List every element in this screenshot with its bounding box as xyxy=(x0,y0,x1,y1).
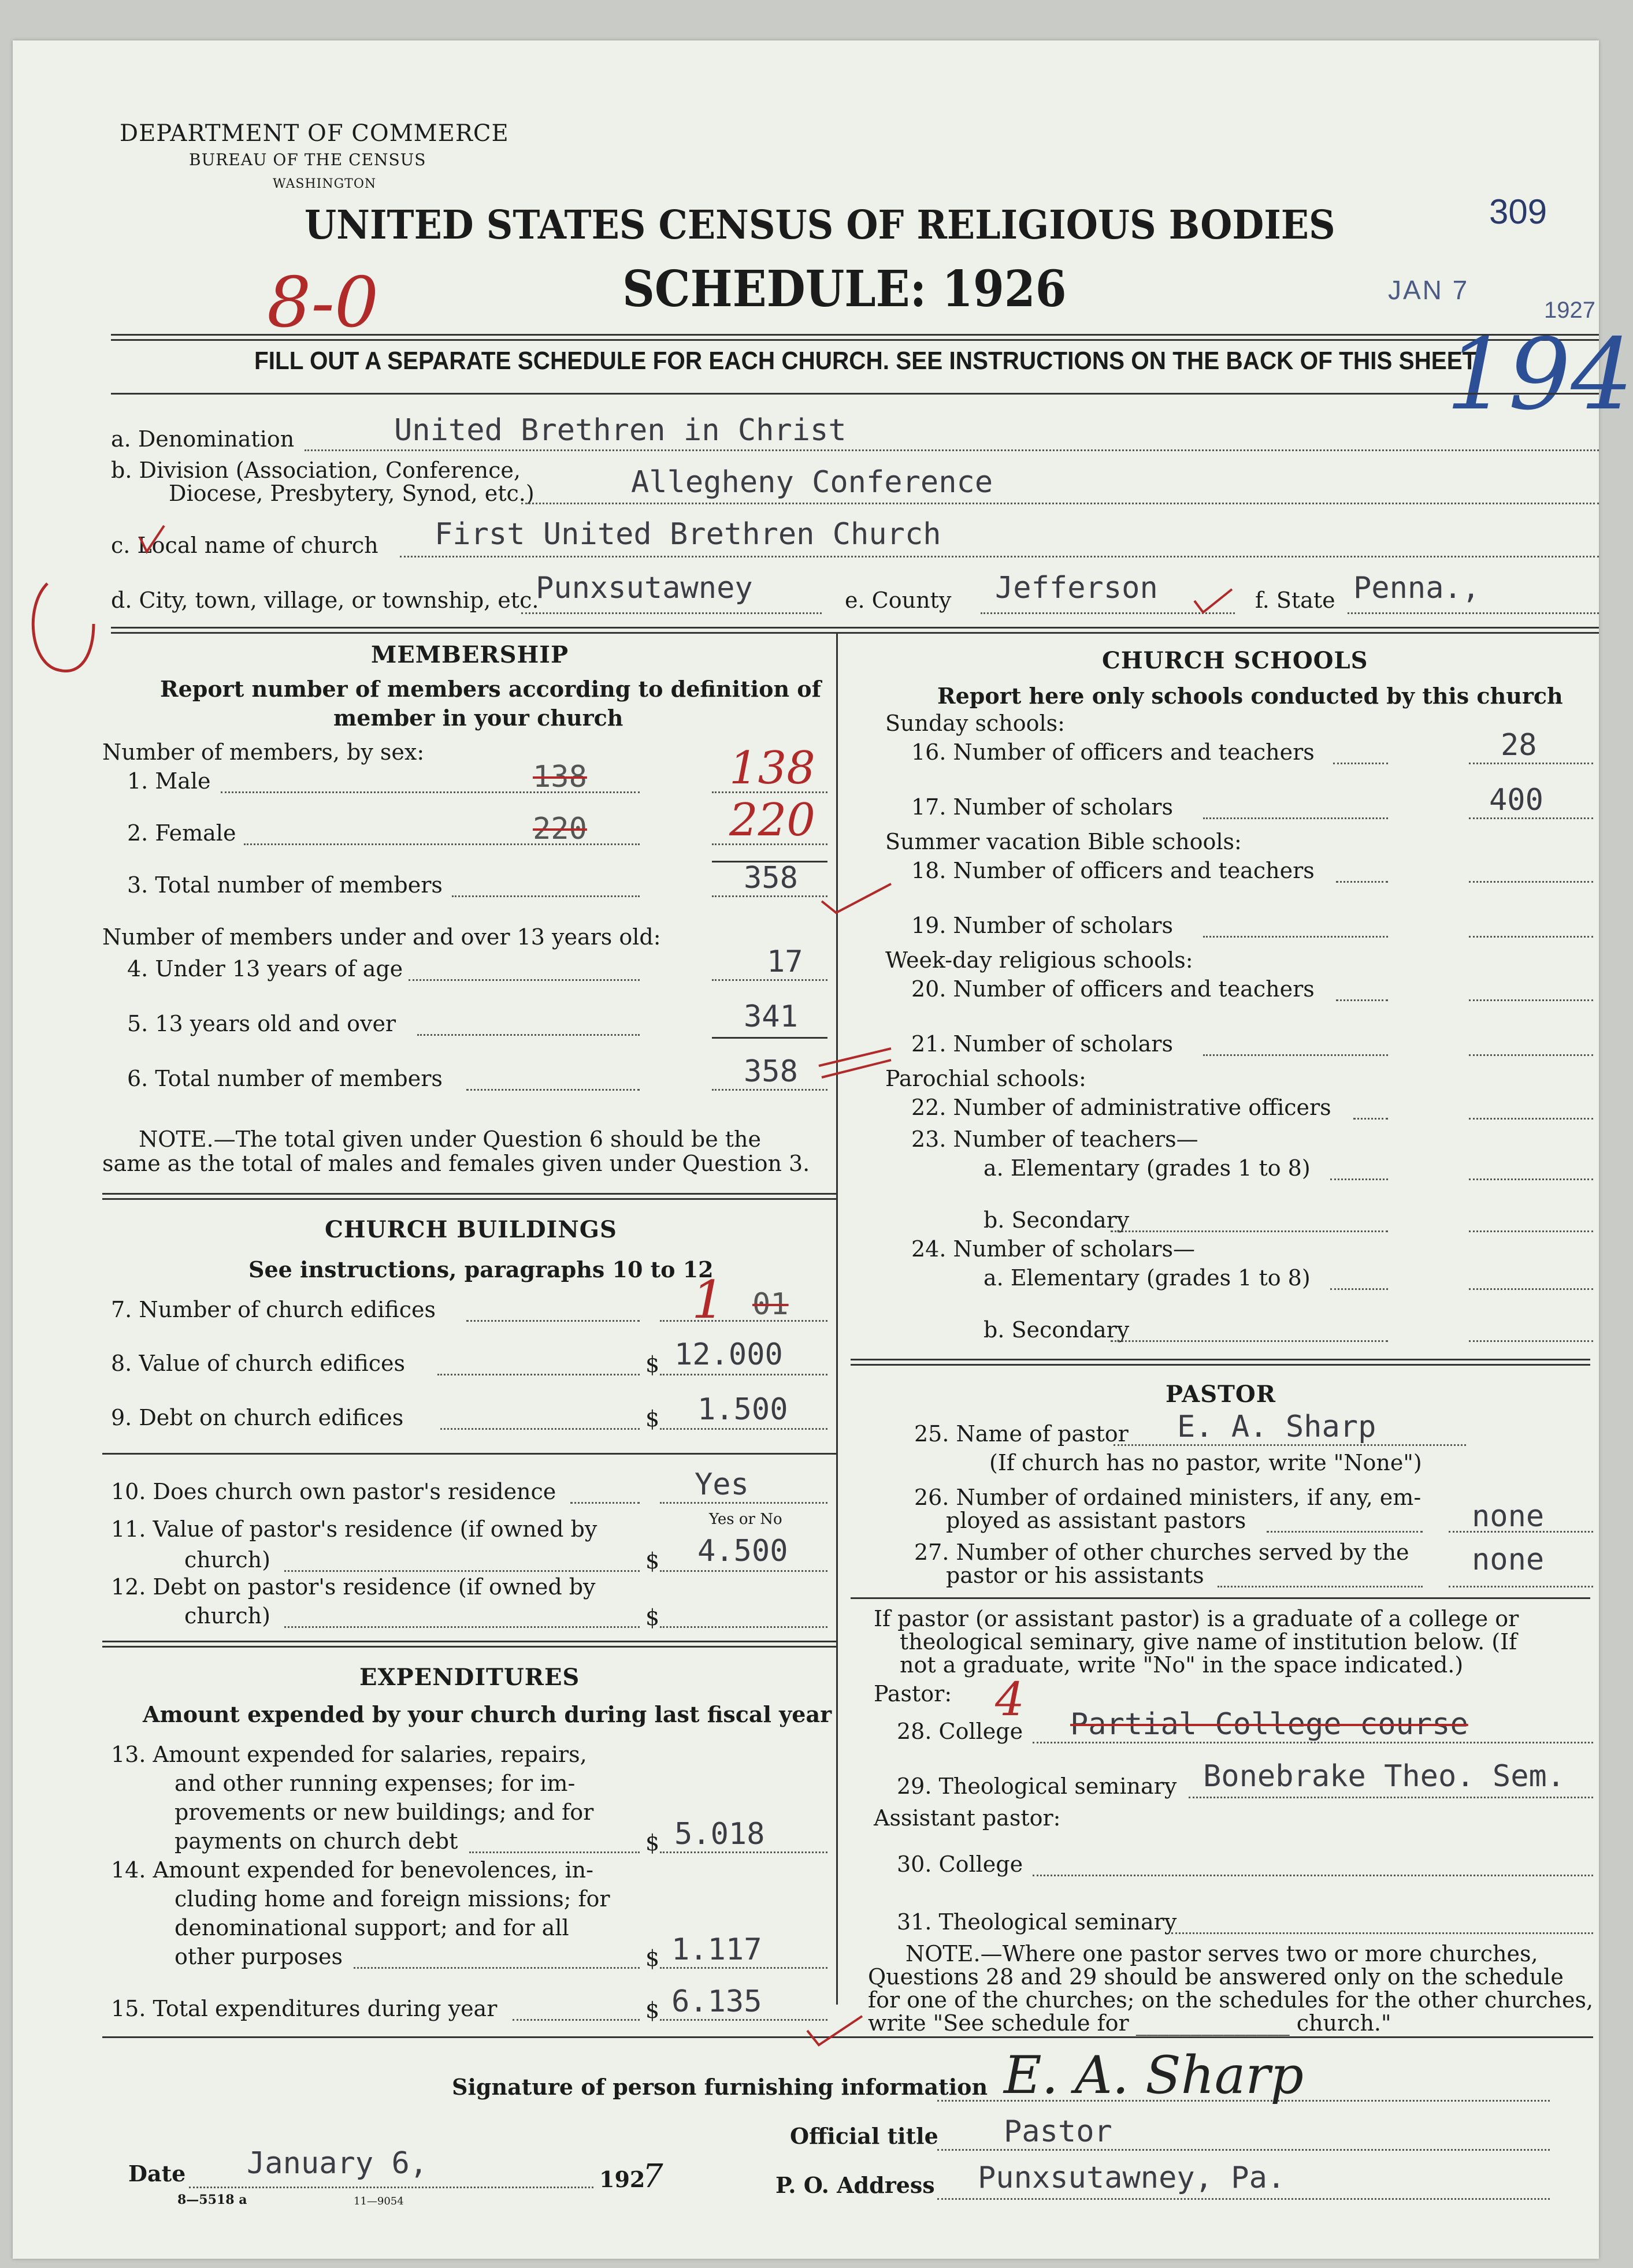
13-and-over-label: 5. 13 years old and over xyxy=(127,1011,396,1036)
parochial-officers-label: 22. Number of administrative officers xyxy=(911,1095,1331,1120)
schools-heading: CHURCH SCHOOLS xyxy=(1102,647,1368,674)
print-number: 11—9054 xyxy=(354,2195,404,2207)
pastor-seminary-label: 29. Theological seminary xyxy=(897,1773,1177,1799)
sunday-schools-label: Sunday schools: xyxy=(885,711,1065,736)
edifice-value[interactable]: 12.000 xyxy=(674,1337,783,1372)
local-name-label: c. Local name of church xyxy=(111,533,378,558)
membership-note-1: NOTE.—The total given under Question 6 should be the xyxy=(139,1126,761,1152)
blue-handwritten-number: 194 xyxy=(1446,318,1633,432)
sunday-officers-value[interactable]: 28 xyxy=(1501,728,1537,763)
edifices-typed-value: 01 xyxy=(752,1287,789,1322)
sunday-scholars-label: 17. Number of scholars xyxy=(911,794,1173,820)
denomination-value[interactable]: United Brethren in Christ xyxy=(394,413,847,448)
sunday-officers-label: 16. Number of officers and teachers xyxy=(911,739,1315,765)
received-stamp-date: JAN 7 xyxy=(1388,275,1469,305)
total-members-label: 3. Total number of members xyxy=(127,872,443,898)
scholars-secondary-label: b. Secondary xyxy=(983,1317,1130,1343)
parochial-scholars-label: 24. Number of scholars— xyxy=(911,1236,1195,1262)
city-value[interactable]: Punxsutawney xyxy=(536,571,753,605)
local-name-value[interactable]: First United Brethren Church xyxy=(435,517,941,552)
edifices-label: 7. Number of church edifices xyxy=(111,1297,436,1322)
stamp-number: 309 xyxy=(1489,192,1547,231)
other-churches-value[interactable]: none xyxy=(1472,1542,1545,1577)
benevolences-label: 14. Amount expended for benevolences, in- xyxy=(111,1857,593,1883)
membership-sub-1: Report number of members according to definition of xyxy=(160,676,821,702)
fill-out-instructions: FILL OUT A SEPARATE SCHEDULE FOR EACH CHURCH. SEE INSTRUCTIONS ON THE BACK OF THIS SHEET xyxy=(254,347,1477,375)
year-prefix: 192 xyxy=(599,2166,645,2192)
year-hand[interactable]: 7 xyxy=(643,2158,663,2195)
annotation-marks xyxy=(13,40,1599,2259)
pastor-college-value[interactable]: Partial College course xyxy=(1070,1707,1468,1742)
county-label: e. County xyxy=(845,588,952,613)
state-label: f. State xyxy=(1255,588,1335,613)
pastor-seminary-value[interactable]: Bonebrake Theo. Sem. xyxy=(1203,1759,1565,1794)
teachers-secondary-label: b. Secondary xyxy=(983,1207,1130,1233)
handwritten-code: 8-0 xyxy=(267,263,379,343)
graduate-instructions-1: If pastor (or assistant pastor) is a graduate of a college or xyxy=(874,1606,1519,1631)
owns-residence-value[interactable]: Yes xyxy=(695,1467,749,1502)
received-stamp-year: 1927 xyxy=(1544,298,1595,323)
members-by-sex-label: Number of members, by sex: xyxy=(102,739,425,765)
edifices-value[interactable]: 1 xyxy=(692,1270,725,1330)
13-and-over-value[interactable]: 341 xyxy=(744,999,798,1034)
check-total-age xyxy=(819,1049,891,1077)
members-by-age-label: Number of members under and over 13 years old: xyxy=(102,924,661,950)
buildings-heading: CHURCH BUILDINGS xyxy=(325,1216,617,1243)
assistant-education-label: Assistant pastor: xyxy=(874,1805,1061,1831)
membership-note-2: same as the total of males and females given under Question 3. xyxy=(102,1151,810,1176)
division-label: b. Division (Association, Conference, xyxy=(111,458,521,483)
membership-sub-2: member in your church xyxy=(333,705,623,731)
weekday-officers-label: 20. Number of officers and teachers xyxy=(911,976,1315,1002)
sunday-scholars-value[interactable]: 400 xyxy=(1489,783,1543,817)
state-value[interactable]: Penna., xyxy=(1353,571,1480,605)
total-members-value[interactable]: 358 xyxy=(744,861,798,895)
total-expenditures-label: 15. Total expenditures during year xyxy=(111,1996,498,2021)
parochial-teachers-label: 23. Number of teachers— xyxy=(911,1126,1198,1152)
check-county xyxy=(1194,589,1232,612)
check-expenditures xyxy=(807,2016,862,2045)
department-name: DEPARTMENT OF COMMERCE xyxy=(120,120,509,147)
assistant-college-label: 30. College xyxy=(897,1851,1023,1877)
college-hand-mark: 4 xyxy=(995,1672,1025,1726)
pastor-note-1: NOTE.—Where one pastor serves two or more churches, xyxy=(905,1941,1538,1966)
buildings-sub: See instructions, paragraphs 10 to 12 xyxy=(248,1256,714,1282)
bureau-name: BUREAU OF THE CENSUS xyxy=(189,150,426,169)
signature-label: Signature of person furnishing information xyxy=(452,2074,988,2100)
residence-debt-label: 12. Debt on pastor's residence (if owned by xyxy=(111,1574,596,1600)
male-typed-value: 138 xyxy=(533,760,587,794)
under-13-label: 4. Under 13 years of age xyxy=(127,956,403,981)
assistant-ministers-value[interactable]: none xyxy=(1472,1499,1545,1534)
edifice-value-label: 8. Value of church edifices xyxy=(111,1351,405,1376)
red-u-mark xyxy=(33,583,94,671)
form-title: UNITED STATES CENSUS OF RELIGIOUS BODIES xyxy=(305,202,1335,248)
residence-value-label-2: church) xyxy=(184,1547,270,1572)
pastor-name-label: 25. Name of pastor xyxy=(914,1421,1129,1447)
membership-heading: MEMBERSHIP xyxy=(371,641,569,668)
form-number: 8—5518 a xyxy=(177,2192,247,2207)
pastor-education-label: Pastor: xyxy=(874,1681,952,1706)
po-address-label: P. O. Address xyxy=(775,2172,935,2198)
official-title-value[interactable]: Pastor xyxy=(1004,2114,1112,2149)
total-expenditures-value[interactable]: 6.135 xyxy=(671,1984,762,2019)
total-members-age-label: 6. Total number of members xyxy=(127,1066,443,1091)
pastor-name-value[interactable]: E. A. Sharp xyxy=(1177,1410,1376,1444)
summer-officers-label: 18. Number of officers and teachers xyxy=(911,858,1315,883)
bureau-city: WASHINGTON xyxy=(273,177,377,191)
expenditures-heading: EXPENDITURES xyxy=(359,1664,580,1691)
running-expenses-label: 13. Amount expended for salaries, repairs, xyxy=(111,1742,587,1767)
official-title-label: Official title xyxy=(790,2123,938,2149)
weekday-schools-label: Week-day religious schools: xyxy=(885,947,1193,973)
schools-sub: Report here only schools conducted by this church xyxy=(937,683,1563,709)
teachers-elementary-label: a. Elementary (grades 1 to 8) xyxy=(983,1155,1311,1181)
running-expenses-value[interactable]: 5.018 xyxy=(674,1817,765,1851)
summer-schools-label: Summer vacation Bible schools: xyxy=(885,829,1242,854)
assistant-seminary-label: 31. Theological seminary xyxy=(897,1909,1177,1935)
total-members-age-value[interactable]: 358 xyxy=(744,1054,798,1089)
pastor-heading: PASTOR xyxy=(1166,1381,1276,1408)
check-total-members xyxy=(822,884,891,913)
under-13-value[interactable]: 17 xyxy=(767,945,803,979)
benevolences-value[interactable]: 1.117 xyxy=(671,1932,762,1967)
pastor-college-label: 28. College xyxy=(897,1719,1023,1744)
check-local-name xyxy=(140,526,164,552)
city-label: d. City, town, village, or township, etc. xyxy=(111,588,539,613)
county-value[interactable]: Jefferson xyxy=(995,571,1158,605)
denomination-label: a. Denomination xyxy=(111,426,295,452)
weekday-scholars-label: 21. Number of scholars xyxy=(911,1031,1173,1057)
edifice-debt-label: 9. Debt on church edifices xyxy=(111,1405,404,1430)
summer-scholars-label: 19. Number of scholars xyxy=(911,913,1173,938)
date-label: Date xyxy=(128,2161,186,2187)
assistant-ministers-label: 26. Number of ordained ministers, if any, em- xyxy=(914,1485,1422,1510)
male-value[interactable]: 138 xyxy=(729,742,815,794)
other-churches-label: 27. Number of other churches served by the xyxy=(914,1540,1409,1565)
po-address-value[interactable]: Punxsutawney, Pa. xyxy=(978,2161,1286,2195)
signature-value[interactable]: E. A. Sharp xyxy=(1004,2045,1304,2106)
census-schedule-sheet: DEPARTMENT OF COMMERCE BUREAU OF THE CENSUS WASHINGTON UNITED STATES CENSUS OF RELIGIOUS BODIES SCHEDULE: 1926 8-0 309 JAN 7 1927 FILL OUT A SEPARATE SCHEDULE FOR EACH CHURCH. SEE INSTRUCTIONS ON THE BACK OF THIS SHEET 194 a. Denomination United Brethren in Christ b. Division (Association, Conference, Diocese, Presbytery, Synod, etc.) Allegheny Conference c. Local name of church First United Brethren Church d. City, town, village, or township, etc. Punxsutawney e. County Jefferson f. State Penna., MEMBERSHIP Report number of members according to definition of member in your church Number of members, by sex: 1. Male 138 138 2. Female 220 220 3. Total number of members 358 Number of members under and over 13 years old: 4. Under 13 years of age 17 5. 13 years old and over 341 6. Total number of members 358 NOTE.—The total given under Question 6 should be the same as the total of males and females given under Question 3. CHURCH BUILDINGS See instructions, paragraphs 10 to 12 7. Number of church edifices 1 01 8. Value of church edifices $ 12.000 9. Debt on church edifices $ 1.500 10. Does church own pastor's residence Yes Yes or No 11. Value of pastor's residence (if owned by church) $ 4.500 12. Debt on pastor's residence (if owned by church) $ EXPENDITURES Amount expended by your church during last fiscal year 13. Amount expended for salaries, repairs, and other running expenses; for im- provements or new buildings; and for payments on church debt $ 5.018 14. Amount expended for benevolences, in- cluding home and foreign missions; for denominational support; and for all other purposes $ 1.117 15. Total expenditures during year $ 6.135 CHURCH SCHOOLS Report here only schools conducted by this church Sunday schools: 16. Number of officers and teachers 28 17. Number of scholars 400 Summer vacation Bible schools: 18. Number of officers and teachers 19. Number of scholars Week-day religious schools: 20. Number of officers and teachers 21. Number of scholars Parochial schools: 22. Number of administrative officers 23. Number of teachers— a. Elementary (grades 1 to 8) b. Secondary 24. Number of scholars— a. Elementary (grades 1 to 8) b. Secondary PASTOR 25. Name of pastor E. A. Sharp (If church has no pastor, write "None") 26. Number of ordained ministers, if any, em- ployed as assistant pastors none 27. Number of other churches served by the pastor or his assistants none If pastor (or assistant pastor) is a graduate of a college or theological seminary, give name of institution below. (If not a graduate, write "No" in the space indicated.) Pastor: 4 28. College Partial College course 29. Theological seminary Bonebrake Theo. Sem. Assistant pastor: 30. College 31. Theological seminary NOTE.—Where one pastor serves two or more churches, Questions 28 and 29 should be answered only on the schedule for one of the churches; on the schedules for the other churches, write "See schedule for ______________ church." Signature of person furnishing information E. A. Sharp Official title Pastor Date January 6, 192 7 P. O. Address Punxsutawney, Pa. 8—5518 a 11—9054 xyxy=(13,40,1599,2259)
residence-value-label: 11. Value of pastor's residence (if owned by xyxy=(111,1516,597,1542)
edifice-debt-value[interactable]: 1.500 xyxy=(697,1392,788,1427)
female-label: 2. Female xyxy=(127,820,236,846)
parochial-schools-label: Parochial schools: xyxy=(885,1066,1086,1091)
male-label: 1. Male xyxy=(127,768,211,794)
female-value[interactable]: 220 xyxy=(729,794,815,846)
residence-debt-label-2: church) xyxy=(184,1603,270,1629)
residence-value[interactable]: 4.500 xyxy=(697,1534,788,1568)
pastor-name-note: (If church has no pastor, write "None") xyxy=(989,1450,1422,1475)
yes-or-no-hint: Yes or No xyxy=(709,1511,782,1528)
date-value[interactable]: January 6, xyxy=(247,2146,428,2181)
division-label-2: Diocese, Presbytery, Synod, etc.) xyxy=(169,481,535,506)
female-typed-value: 220 xyxy=(533,812,587,846)
scholars-elementary-label: a. Elementary (grades 1 to 8) xyxy=(983,1265,1311,1291)
owns-residence-label: 10. Does church own pastor's residence xyxy=(111,1479,556,1504)
schedule-title: SCHEDULE: 1926 xyxy=(622,260,1067,318)
expenditures-sub: Amount expended by your church during last fiscal year xyxy=(143,1701,832,1727)
division-value[interactable]: Allegheny Conference xyxy=(631,465,993,500)
